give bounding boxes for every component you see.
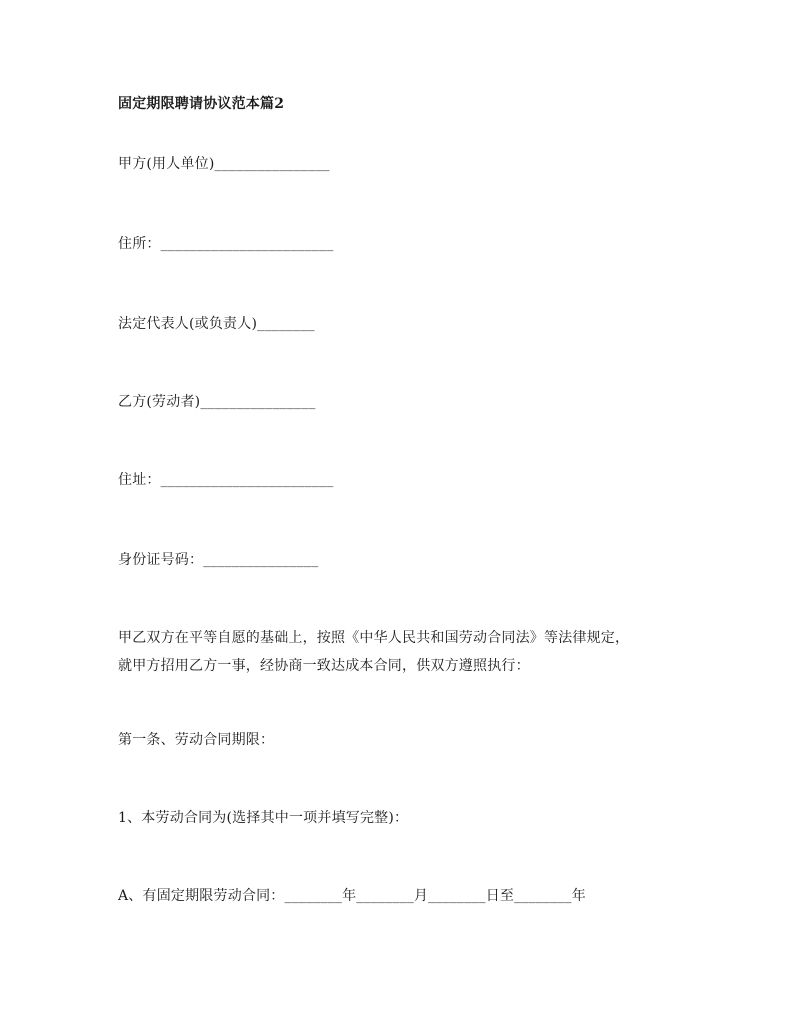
id-number-field: 身份证号码：________________ <box>118 552 319 568</box>
party-a-address-field: 住所：________________________ <box>118 236 334 252</box>
intro-paragraph-line-1: 甲乙双方在平等自愿的基础上，按照《中华人民共和国劳动合同法》等法律规定， <box>118 630 630 646</box>
clause-1-text: 1、本劳动合同为(选择其中一项并填写完整)： <box>118 810 409 826</box>
option-a-fixed-term: A、有固定期限劳动合同：________年________月________日至________年 <box>118 888 586 904</box>
party-b-field: 乙方(劳动者)________________ <box>118 394 316 410</box>
legal-representative-field: 法定代表人(或负责人)________ <box>118 316 315 332</box>
article-1-heading: 第一条、劳动合同期限： <box>118 732 275 748</box>
party-b-address-field: 住址：________________________ <box>118 472 334 488</box>
intro-paragraph-line-2: 就甲方招用乙方一事，经协商一致达成本合同，供双方遵照执行： <box>118 658 530 674</box>
document-title: 固定期限聘请协议范本篇2 <box>118 96 285 112</box>
party-a-field: 甲方(用人单位)________________ <box>118 156 330 172</box>
